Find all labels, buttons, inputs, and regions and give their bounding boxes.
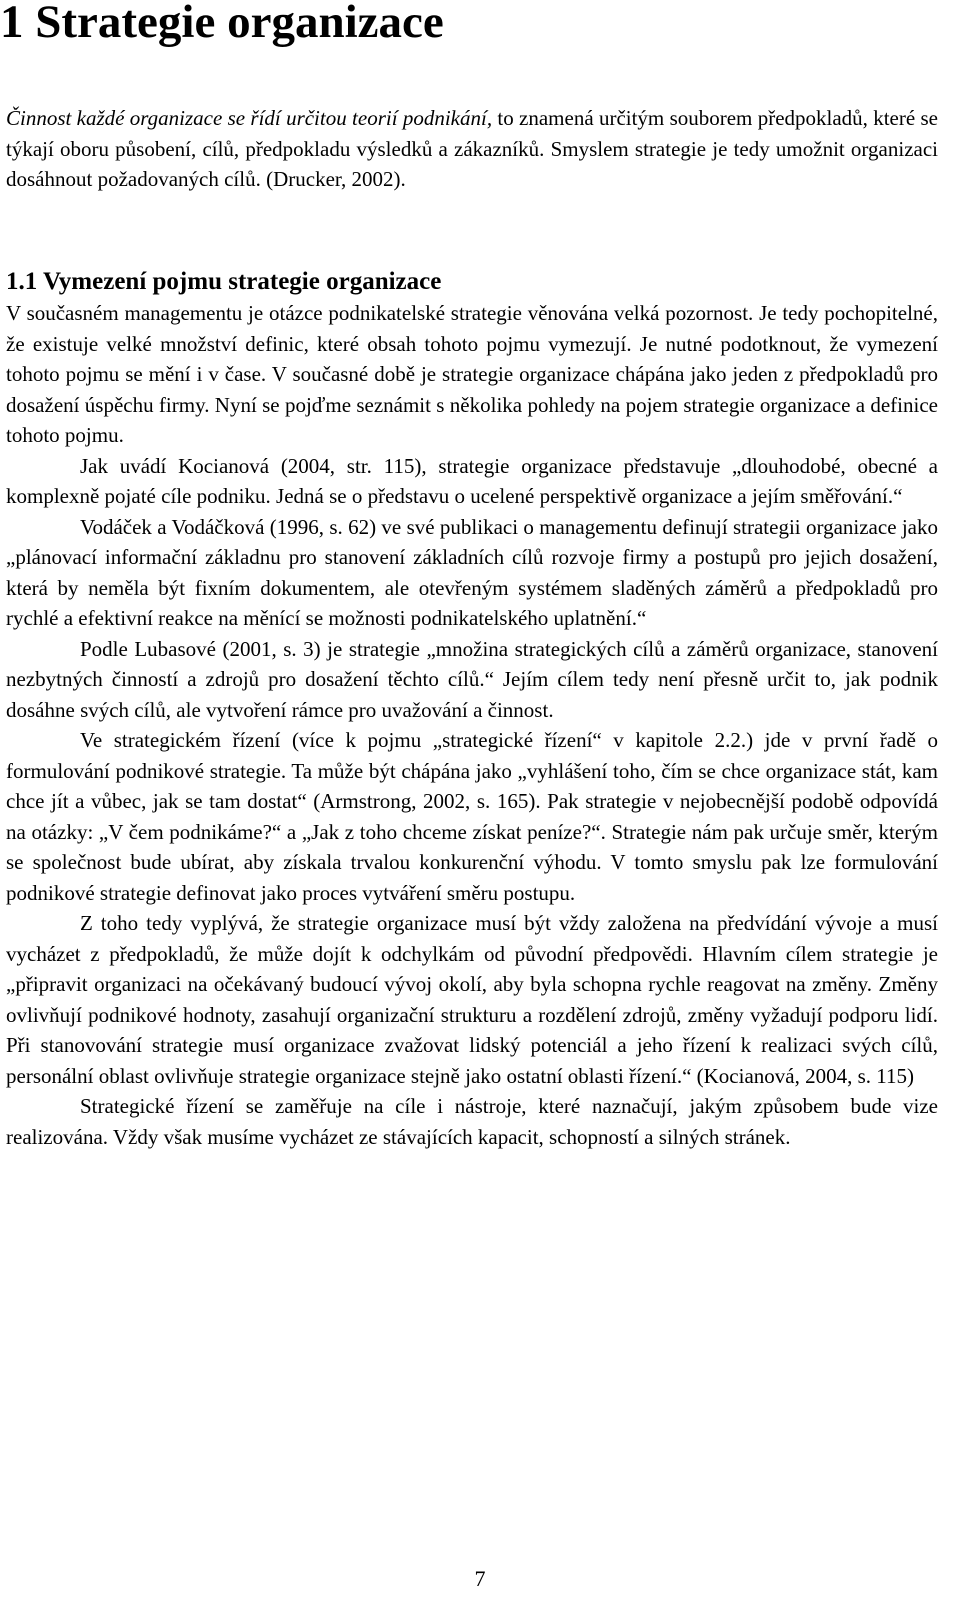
paragraph-3: Vodáček a Vodáčková (1996, s. 62) ve své publikaci o managementu definují strategii organizace jako „plánovací informační základnu pro stanovení základních cílů rozvoje firmy a postupů pro jejich dosažení, která by neměla být fixním dokumentem, ale otevřeným systémem sladěných záměrů a předpokladů pro rychlé a efektivní reakce na měnící se možnosti podnikatelského uplatnění.“ — [6, 514, 938, 630]
intro-paragraph — [6, 103, 938, 195]
intro-text: to znamená určitým souborem předpokladů, které se týkají oboru působení, cílů, předpokladu výsledků a zákazníků. Smyslem strategie je tedy umožnit organizaci dosáhnout požadovaných cílů. (Drucker, 2002). — [6, 106, 938, 191]
section-title: 1.1 Vymezení pojmu strategie organizace — [6, 268, 442, 295]
paragraph-6: Z toho tedy vyplývá, že strategie organizace musí být vždy založena na předvídání vývoje a musí vycházet z předpokladů, že může dojít k odchylkám od původní předpovědi. Hlavním cílem strategie je „připravit organizaci na očekávaný budoucí vývoj okolí, aby byla schopna rychle reagovat na změny. Změny ovlivňují podnikové hodnoty, zasahují organizační strukturu a rozdělení zdrojů, změny vyžadují podporu lidí. Při stanovování strategie musí organizace zvažovat lidský potenciál a jeho řízení k realizaci svých cílů, personální oblast ovlivňuje strategie organizace stejně jako ostatní oblasti řízení.“ (Kocianová, 2004, s. 115) — [6, 911, 938, 1088]
section-body — [6, 298, 938, 1152]
paragraph-2: Jak uvádí Kocianová (2004, str. 115), strategie organizace představuje „dlouhodobé, obecné a komplexně pojaté cíle podniku. Jedná se o představu o ucelené perspektivě organizace a jejím směřování.“ — [6, 453, 938, 508]
paragraph-1: V současném managementu je otázce podnikatelské strategie věnována velká pozornost. Je tedy pochopitelné, že existuje velké množství definic, které obsah tohoto pojmu vymezují. Je nutné podotknout, že vymezení tohoto pojmu se mění i v čase. V současné době je strategie organizace chápána jako jeden z předpokladů pro dosažení úspěchu firmy. Nyní se pojďme seznámit s několika pohledy na pojem strategie organizace a definice tohoto pojmu. — [6, 301, 938, 447]
paragraph-5: Ve strategickém řízení (více k pojmu „strategické řízení“ v kapitole 2.2.) jde v první řadě o formulování podnikové strategie. Ta může být chápána jako „vyhlášení toho, čím se chce organizace stát, kam chce jít a vůbec, jak se tam dostat“ (Armstrong, 2002, s. 165). Pak strategie v nejobecnější podobě odpovídá na otázky: „V čem podnikáme?“ a „Jak z toho chceme získat peníze?“. Strategie nám pak určuje směr, kterým se společnost bude ubírat, aby získala trvalou konkurenční výhodu. V tomto smyslu pak lze formulování podnikové strategie definovat jako proces vytváření směru postupu. — [6, 728, 938, 905]
paragraph-7: Strategické řízení se zaměřuje na cíle i nástroje, které naznačují, jakým způsobem bude vize realizována. Vždy však musíme vycházet ze stávajících kapacit, schopností a silných stránek. — [6, 1094, 938, 1149]
page-number: 7 — [474, 1566, 486, 1591]
intro-italic-text: Činnost každé organizace se řídí určitou teorií podnikání, — [6, 106, 493, 130]
chapter-title: 1 Strategie organizace — [0, 0, 444, 48]
paragraph-4: Podle Lubasové (2001, s. 3) je strategie „množina strategických cílů a záměrů organizace, stanovení nezbytných činností a zdrojů pro dosažení těchto cílů.“ Jejím cílem tedy není přesně určit to, jak podnik dosáhne svých cílů, ale vytvoření rámce pro uvažování a činnost. — [6, 636, 938, 722]
